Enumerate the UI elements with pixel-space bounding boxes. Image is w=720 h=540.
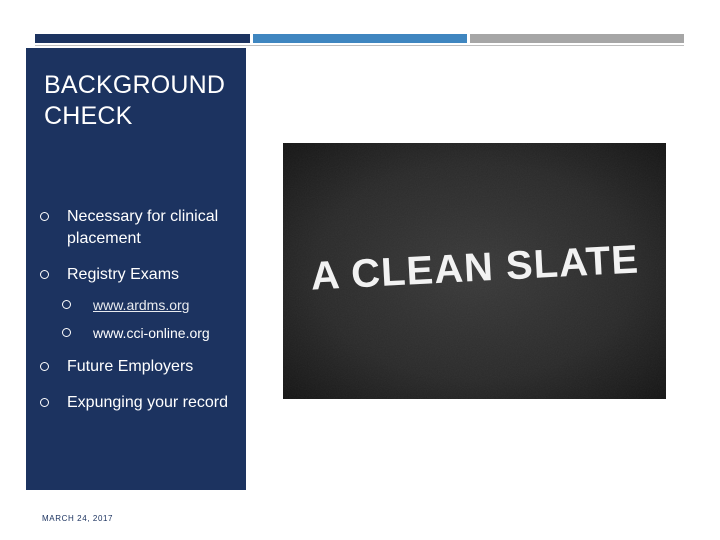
list-item[interactable]	[62, 296, 245, 314]
header-rule	[35, 45, 684, 46]
circle-bullet-icon	[62, 328, 71, 337]
circle-bullet-icon	[40, 270, 49, 279]
circle-bullet-icon	[62, 300, 71, 309]
list-item	[40, 206, 245, 250]
bullet-list	[40, 206, 245, 428]
list-item	[40, 392, 245, 414]
bullet-text: Registry Exams	[67, 266, 180, 283]
accent-bar-gray	[470, 34, 684, 43]
list-item	[40, 356, 245, 378]
list-item	[62, 324, 245, 342]
circle-bullet-icon	[40, 398, 49, 407]
slide-date: MARCH 24, 2017	[42, 514, 114, 523]
bullet-text: www.cci-online.org	[93, 325, 210, 341]
bullet-text: Future Employers	[67, 358, 194, 375]
accent-bar-navy	[35, 34, 250, 43]
chalk-text: A CLEAN SLATE	[309, 237, 641, 299]
accent-bar-blue	[253, 34, 467, 43]
list-item	[40, 264, 245, 286]
circle-bullet-icon	[40, 362, 49, 371]
slide-title: BACKGROUND CHECK	[44, 71, 226, 130]
bullet-text: Expunging your record	[67, 394, 228, 411]
ardms-link[interactable]: www.ardms.org	[93, 297, 190, 313]
circle-bullet-icon	[40, 212, 49, 221]
content-panel	[26, 48, 246, 490]
bullet-text: Necessary for clinical placement	[67, 208, 219, 247]
chalkboard-image	[283, 143, 666, 399]
